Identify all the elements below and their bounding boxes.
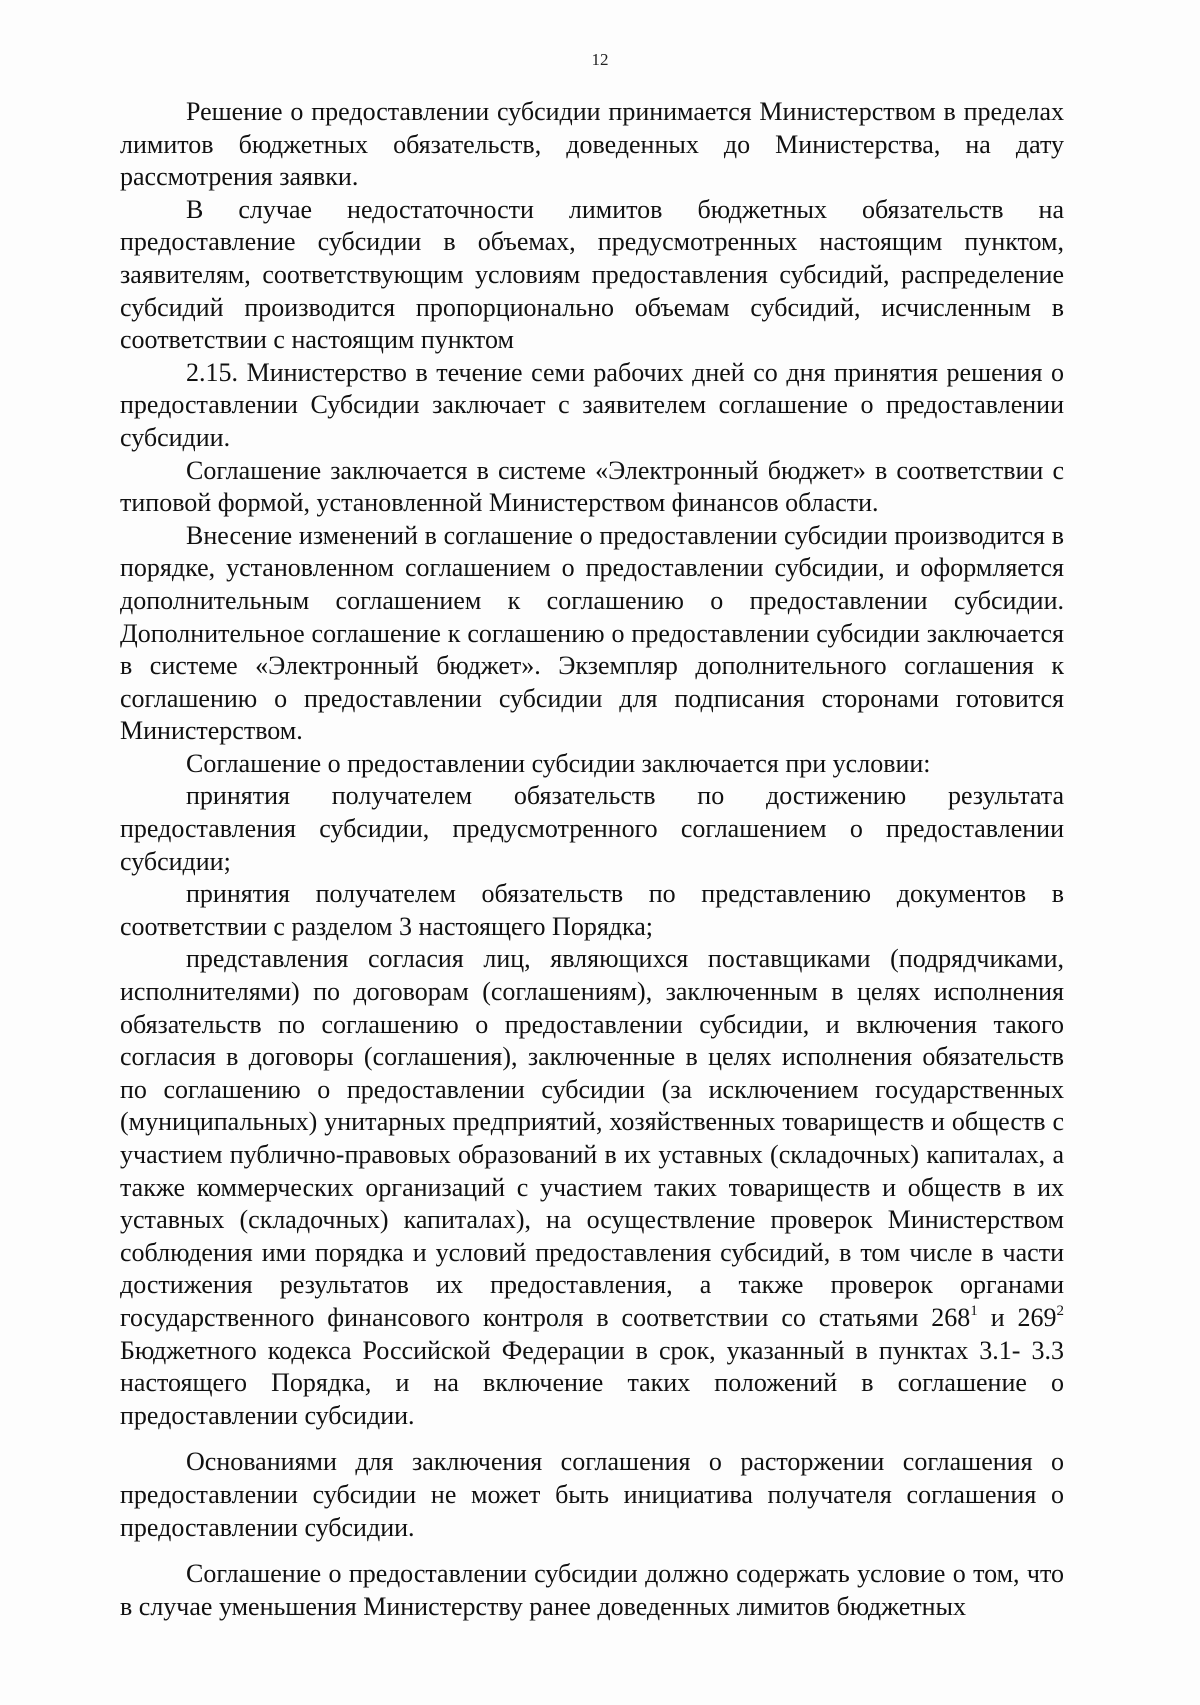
consent-text-part3: Бюджетного кодекса Российской Федерации в срок, указанный в пунктах 3.1- 3.3 настоящего Порядка, и на включение таких положений в соглашение о предоставлении субсидии. [120,1335,1064,1430]
superscript-2: 2 [1056,1302,1064,1319]
paragraph-insufficient-limits: В случае недостаточности лимитов бюджетных обязательств на предоставление субсидии в объемах, предусмотренных настоящим пунктом, заявителям, соответствующим условиям предоставления субсидий, распределение субсидий производится пропорционально объемам субсидий, исчисленным в соответствии с настоящим пунктом [120,194,1064,355]
document-body [120,96,1064,1623]
consent-text-part2: и 269 [977,1302,1057,1332]
paragraph-condition-consent [120,943,1064,1432]
paragraph-limit-reduction: Соглашение о предоставлении субсидии должно содержать условие о том, что в случае уменьшения Министерству ранее доведенных лимитов бюджетных [120,1559,1064,1621]
paragraph-condition-result: принятия получателем обязательств по достижению результата предоставления субсидии, предусмотренного соглашением о предоставлении субсидии; [120,781,1064,876]
paragraph-termination-grounds: Основаниями для заключения соглашения о расторжении соглашения о предоставлении субсидии не может быть инициатива получателя соглашения о предоставлении субсидии. [120,1447,1064,1542]
consent-text-part1: представления согласия лиц, являющихся поставщиками (подрядчиками, исполнителями) по договорам (соглашениям), заключенным в целях исполнения обязательств по соглашению о предоставлении субсидии, и включения такого согласия в договоры (соглашения), заключенные в целях исполнения обязательств по соглашению о предоставлении субсидии (за исключением государственных (муниципальных) унитарных предприятий, хозяйственных товариществ и обществ с участием публично-правовых образований в их уставных (складочных) капиталах, а также коммерческих организаций с участием таких товариществ и обществ в их уставных (складочных) капиталах), на осуществление проверок Министерством соблюдения ими порядка и условий предоставления субсидий, в том числе в части достижения результатов их предоставления, а также проверок органами государственного финансового контроля в соответствии со статьями 268 [120,944,1064,1332]
paragraph-agreement-system: Соглашение заключается в системе «Электронный бюджет» в соответствии с типовой формой, установленной Министерством финансов области. [120,455,1064,518]
paragraph-condition-documents: принятия получателем обязательств по представлению документов в соответствии с разделом 3 настоящего Порядка; [120,879,1064,941]
paragraph-amendments: Внесение изменений в соглашение о предоставлении субсидии производится в порядке, установленном соглашением о предоставлении субсидии, и оформляется дополнительным соглашением к соглашению о предоставлении субсидии. Дополнительное соглашение к соглашению о предоставлении субсидии заключается в системе «Электронный бюджет». Экземпляр дополнительного соглашения к соглашению о предоставлении субсидии для подписания сторонами готовится Министерством. [120,520,1064,746]
superscript-1: 1 [970,1302,978,1319]
paragraph-decision: Решение о предоставлении субсидии принимается Министерством в пределах лимитов бюджетных обязательств, доведенных до Министерства, на дату рассмотрения заявки. [120,97,1064,192]
paragraph-conditions-intro: Соглашение о предоставлении субсидии заключается при условии: [186,748,931,778]
page-number: 12 [591,50,609,69]
paragraph-2-15: 2.15. Министерство в течение семи рабочих дней со дня принятия решения о предоставлении Субсидии заключает с заявителем соглашение о предоставлении субсидии. [120,357,1064,452]
